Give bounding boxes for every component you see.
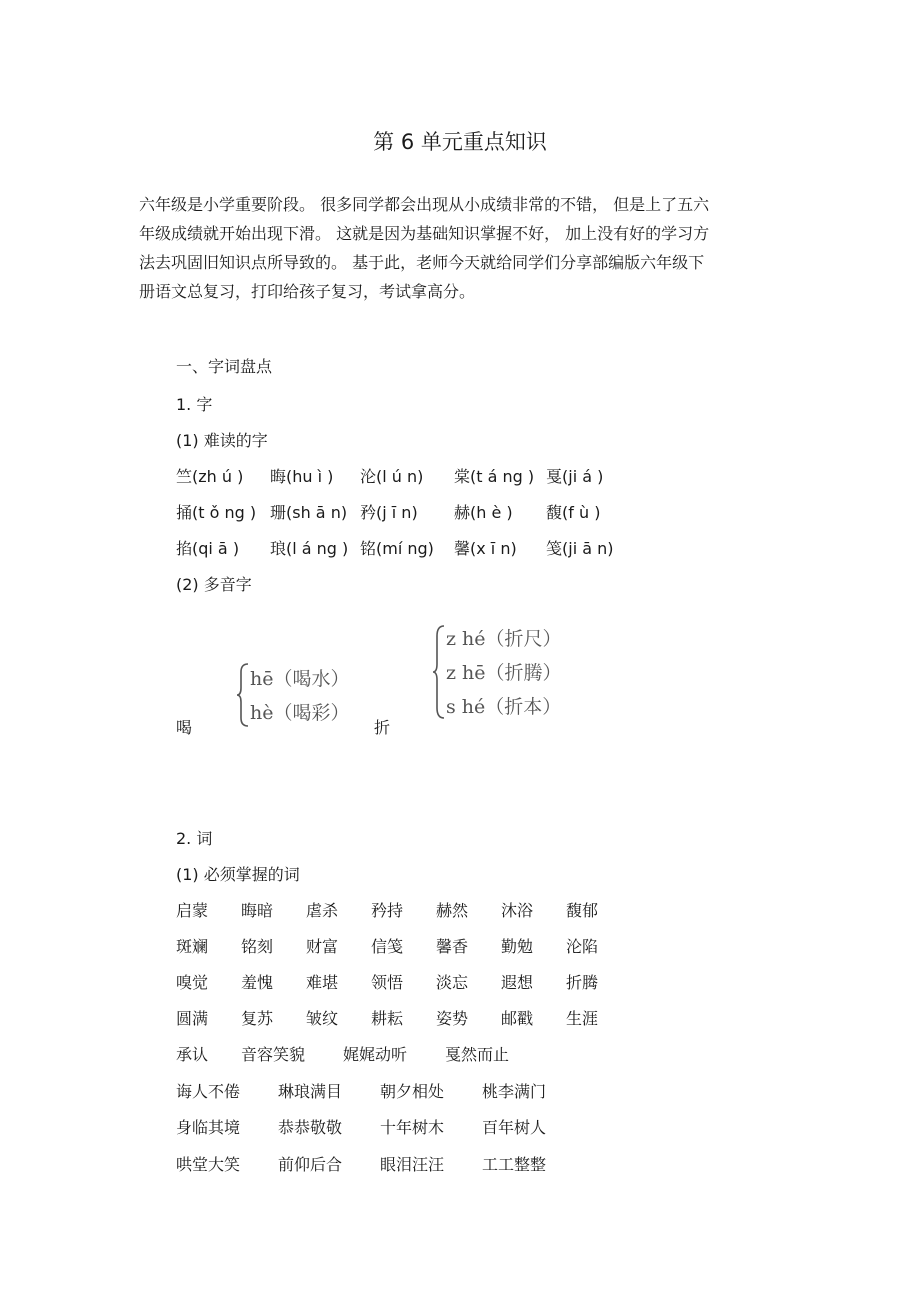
- word-item: 恭恭敬敬: [278, 1118, 343, 1137]
- section-heading: 一、字词盘点: [176, 357, 273, 376]
- word-item: 折腾: [566, 973, 599, 992]
- word-item: 斑斓: [176, 937, 209, 956]
- subsection-heading: (1) 难读的字: [176, 431, 268, 450]
- word-item: 勤勉: [501, 937, 534, 956]
- subsection-heading: 1. 字: [176, 395, 213, 414]
- word-item: 馨香: [436, 937, 469, 956]
- word-item: 戛然而止: [445, 1045, 510, 1064]
- word-item: 身临其境: [176, 1118, 241, 1137]
- polyphone-readings-zhe: [432, 622, 572, 722]
- char-item: 珊(sh ā n): [270, 503, 348, 522]
- char-item: 琅(l á ng ): [270, 539, 349, 558]
- word-item: 启蒙: [176, 901, 209, 920]
- char-item: 竺(zh ú ): [176, 467, 244, 486]
- word-item: 皱纹: [306, 1009, 339, 1028]
- intro-line: 六年级是小学重要阶段。 很多同学都会出现从小成绩非常的不错， 但是上了五六: [139, 195, 710, 214]
- char-item: 捅(t ǒ ng ): [176, 503, 257, 522]
- word-item: 眼泪汪汪: [380, 1155, 445, 1174]
- word-item: 生涯: [566, 1009, 599, 1028]
- char-item: 沦(l ú n): [360, 467, 424, 486]
- word-item: 虐杀: [306, 901, 339, 920]
- polyphone-readings-he: [236, 660, 376, 730]
- word-item: 十年树木: [380, 1118, 445, 1137]
- word-item: 领悟: [371, 973, 404, 992]
- word-item: 朝夕相处: [380, 1082, 445, 1101]
- word-item: 羞愧: [241, 973, 274, 992]
- word-item: 嗅觉: [176, 973, 209, 992]
- word-item: 百年树人: [482, 1118, 547, 1137]
- word-item: 淡忘: [436, 973, 469, 992]
- char-item: 戛(ji á ): [546, 467, 604, 486]
- word-item: 圆满: [176, 1009, 209, 1028]
- word-item: 复苏: [241, 1009, 274, 1028]
- brace-icon: [432, 624, 446, 720]
- word-item: 铭刻: [241, 937, 274, 956]
- word-item: 赫然: [436, 901, 469, 920]
- char-item: 笺(ji ā n): [546, 539, 614, 558]
- word-item: 姿势: [436, 1009, 469, 1028]
- word-item: 财富: [306, 937, 339, 956]
- word-item: 琳琅满目: [278, 1082, 343, 1101]
- word-item: 遐想: [501, 973, 534, 992]
- intro-line: 册语文总复习，打印给孩子复习，考试拿高分。: [139, 282, 476, 301]
- page-title: 第 6 单元重点知识: [373, 130, 547, 154]
- word-item: 桃李满门: [482, 1082, 547, 1101]
- word-item: 矜持: [371, 901, 404, 920]
- word-item: 晦暗: [241, 901, 274, 920]
- subsection-heading: 2. 词: [176, 829, 213, 848]
- reading-item: hē（喝水）: [250, 668, 350, 690]
- word-item: 信笺: [371, 937, 404, 956]
- reading-item: hè（喝彩）: [250, 702, 350, 724]
- word-item: 沐浴: [501, 901, 534, 920]
- word-item: 工工整整: [482, 1155, 547, 1174]
- word-item: 哄堂大笑: [176, 1155, 241, 1174]
- intro-line: 年级成绩就开始出现下滑。 这就是因为基础知识掌握不好， 加上没有好的学习方: [139, 224, 710, 243]
- char-item: 铭(mí ng): [360, 539, 434, 558]
- subsection-heading: (2) 多音字: [176, 575, 252, 594]
- word-item: 难堪: [306, 973, 339, 992]
- word-item: 娓娓动听: [343, 1045, 408, 1064]
- polyphone-char: 喝: [176, 718, 193, 737]
- char-item: 棠(t á ng ): [454, 467, 535, 486]
- char-item: 馥(f ù ): [546, 503, 601, 522]
- char-item: 赫(h è ): [454, 503, 513, 522]
- word-item: 承认: [176, 1045, 209, 1064]
- intro-line: 法去巩固旧知识点所导致的。 基于此，老师今天就给同学们分享部编版六年级下: [139, 253, 705, 272]
- word-item: 音容笑貌: [241, 1045, 306, 1064]
- subsection-heading: (1) 必须掌握的词: [176, 865, 300, 884]
- word-item: 前仰后合: [278, 1155, 343, 1174]
- word-item: 耕耘: [371, 1009, 404, 1028]
- intro-paragraph: [139, 190, 789, 306]
- char-item: 晦(hu ì ): [270, 467, 334, 486]
- char-item: 矜(j ī n): [360, 503, 418, 522]
- char-item: 掐(qi ā ): [176, 539, 240, 558]
- char-item: 馨(x ī n): [454, 539, 517, 558]
- brace-icon: [236, 662, 250, 728]
- word-item: 馥郁: [566, 901, 599, 920]
- reading-item: z hé（折尺）: [446, 628, 562, 650]
- polyphone-char: 折: [374, 718, 391, 737]
- word-item: 诲人不倦: [176, 1082, 241, 1101]
- reading-item: s hé（折本）: [446, 696, 562, 718]
- word-item: 沦陷: [566, 937, 599, 956]
- word-item: 邮戳: [501, 1009, 534, 1028]
- reading-item: z hē（折腾）: [446, 662, 562, 684]
